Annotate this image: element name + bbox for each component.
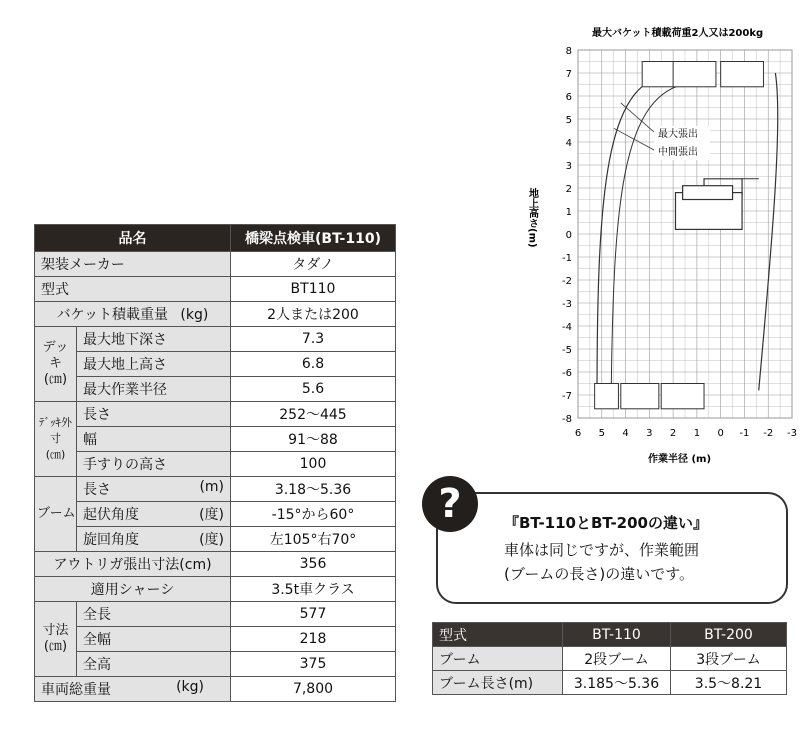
boom-row-value: -15°から60° <box>231 502 396 527</box>
boom-row-unit: (度) <box>199 507 224 523</box>
compare-header-cell: 型式 <box>433 623 563 647</box>
question-mark-icon: ? <box>422 476 478 532</box>
compare-row-label: ブーム長さ(m) <box>433 671 563 695</box>
boom-row-value: 左105°右70° <box>231 527 396 552</box>
deck-group-label: デッキ (㎝) <box>35 327 77 402</box>
y-tick-label: 1 <box>565 207 572 218</box>
legend-leader-mid <box>614 128 654 150</box>
decksize-group-label: ﾃﾞｯｷ外寸 (㎝) <box>35 402 77 477</box>
spec-row-decksize-3 <box>35 452 396 477</box>
chassis-value: 3.5t車クラス <box>231 577 396 602</box>
x-tick-label: 3 <box>646 428 653 439</box>
callout-line-1: 車体は同じですが、作業範囲 <box>504 541 700 559</box>
bucket-upper <box>642 62 675 87</box>
chassis-label: 適用シャーシ <box>35 577 231 602</box>
dim-row-value: 577 <box>231 602 396 627</box>
dim-row-label: 全幅 <box>77 627 231 652</box>
outrigger-value: 356 <box>231 552 396 577</box>
boom-row-label: 旋回角度 <box>83 532 139 548</box>
deck-row-label: 最大地上高さ <box>77 352 231 377</box>
dim-row-value: 218 <box>231 627 396 652</box>
boom-group-label: ブーム <box>35 477 77 552</box>
y-tick-label: -6 <box>562 368 572 379</box>
spec-row-deck-3 <box>35 377 396 402</box>
decksize-row-value: 91～88 <box>231 427 396 452</box>
decksize-row-value: 252～445 <box>231 402 396 427</box>
spec-row-decksize-2 <box>35 427 396 452</box>
decksize-row-label: 長さ <box>77 402 231 427</box>
y-tick-labels <box>562 46 572 425</box>
spec-row-weight <box>35 677 396 702</box>
maker-value: タダノ <box>231 252 396 277</box>
maker-label: 架装メーカー <box>35 252 231 277</box>
envelope-max-curve <box>597 75 668 395</box>
spec-row-outrigger <box>35 552 396 577</box>
callout-title: 『BT-110とBT-200の違い』 <box>504 514 708 532</box>
x-tick-labels <box>575 428 797 439</box>
x-tick-label: 0 <box>717 428 724 439</box>
bucket-label-cell <box>35 302 231 327</box>
y-tick-label: 6 <box>565 92 572 103</box>
y-tick-label: -1 <box>562 253 572 264</box>
chart-x-label: 作業半径 (m) <box>648 454 712 465</box>
x-tick-label: 6 <box>574 428 582 439</box>
spec-row-model <box>35 277 396 302</box>
x-tick-label: 5 <box>598 428 605 439</box>
spec-row-bucket <box>35 302 396 327</box>
bucket-upper <box>673 62 716 87</box>
bucket-lower <box>621 384 659 409</box>
boom-row-unit: (m) <box>199 479 224 495</box>
compare-row-label: ブーム <box>433 647 563 671</box>
range-envelope <box>595 62 778 409</box>
y-tick-label: 7 <box>565 69 572 80</box>
spec-row-deck-1 <box>35 327 396 352</box>
outrigger-label: アウトリガ張出寸法(cm) <box>35 552 231 577</box>
legend-max-label: 最大張出 <box>658 129 698 140</box>
boom-row-label: 長さ <box>83 482 111 498</box>
compare-header-cell: BT-200 <box>671 623 787 647</box>
y-tick-label: 4 <box>565 138 572 149</box>
y-tick-label: -8 <box>562 414 572 425</box>
chart-top-label: 最大バケット積載荷重2人又は200kg <box>592 28 764 39</box>
bucket-value: 2人または200 <box>231 302 396 327</box>
compare-header-cell: BT-110 <box>563 623 671 647</box>
legend-mid-label: 中間張出 <box>658 147 698 158</box>
spec-row-boom-1 <box>35 477 396 502</box>
decksize-row-label: 手すりの高さ <box>77 452 231 477</box>
boom-row-label-cell <box>77 502 231 527</box>
weight-unit: (kg) <box>176 679 204 695</box>
model-label: 型式 <box>35 277 231 302</box>
callout-line-2: (ブームの長さ)の違いです。 <box>504 565 695 583</box>
dim-group-label: 寸法 (㎝) <box>35 602 77 677</box>
deck-row-value: 7.3 <box>231 327 396 352</box>
spec-row-maker <box>35 252 396 277</box>
spec-row-chassis <box>35 577 396 602</box>
y-tick-label: 8 <box>565 46 572 57</box>
decksize-row-label: 幅 <box>77 427 231 452</box>
compare-table <box>432 622 787 695</box>
chart-grid <box>578 50 792 418</box>
compare-header-row <box>433 623 787 647</box>
bucket-label: バケット積載重量 <box>56 307 168 323</box>
working-range-chart <box>526 20 804 470</box>
spec-header-value: 橋梁点検車(BT-110) <box>231 225 396 252</box>
y-tick-label: -4 <box>562 322 572 333</box>
spec-row-deck-2 <box>35 352 396 377</box>
bucket-lower <box>661 384 704 409</box>
bucket-lower <box>595 384 619 409</box>
boom-row-label-cell <box>77 477 231 502</box>
y-tick-label: 3 <box>565 161 572 172</box>
compare-cell: 3段ブーム <box>671 647 787 671</box>
x-tick-label: -2 <box>763 428 774 439</box>
boom-row-label: 起伏角度 <box>83 507 139 523</box>
x-tick-label: -1 <box>739 428 750 439</box>
dim-row-label: 全高 <box>77 652 231 677</box>
deck-row-value: 5.6 <box>231 377 396 402</box>
model-value: BT110 <box>231 277 396 302</box>
compare-cell: 3.5～8.21 <box>671 671 787 695</box>
y-tick-label: 0 <box>565 230 572 241</box>
x-tick-label: 4 <box>622 428 629 439</box>
spec-row-dim-1 <box>35 602 396 627</box>
compare-cell: 2段ブーム <box>563 647 671 671</box>
x-tick-label: 1 <box>693 428 701 439</box>
y-tick-label: 2 <box>565 184 572 195</box>
compare-row <box>433 671 787 695</box>
chart-y-label: 地上高さ(m) <box>526 188 538 248</box>
boom-row-unit: (度) <box>199 532 224 548</box>
dim-row-label: 全長 <box>77 602 231 627</box>
spec-row-dim-3 <box>35 652 396 677</box>
weight-value: 7,800 <box>231 677 396 702</box>
decksize-row-value: 100 <box>231 452 396 477</box>
difference-callout <box>436 492 788 604</box>
working-range-svg <box>526 20 804 470</box>
y-tick-label: -7 <box>562 391 572 402</box>
spec-row-boom-2 <box>35 502 396 527</box>
spec-header-row <box>35 225 396 252</box>
bucket-upper <box>721 62 764 87</box>
boom-row-value: 3.18～5.36 <box>231 477 396 502</box>
weight-label-cell <box>35 677 231 702</box>
compare-row <box>433 647 787 671</box>
deck-row-label: 最大作業半径 <box>77 377 231 402</box>
deck-row-label: 最大地下深さ <box>77 327 231 352</box>
spec-row-decksize-1 <box>35 402 396 427</box>
y-tick-label: -3 <box>562 299 572 310</box>
y-tick-label: -2 <box>562 276 572 287</box>
truck-turntable <box>683 186 733 200</box>
spec-row-dim-2 <box>35 627 396 652</box>
spec-header-label: 品名 <box>35 225 231 252</box>
boom-row-label-cell <box>77 527 231 552</box>
callout-body <box>504 538 699 586</box>
compare-cell: 3.185～5.36 <box>563 671 671 695</box>
bucket-unit: (kg) <box>180 307 209 323</box>
spec-row-boom-3 <box>35 527 396 552</box>
dim-row-value: 375 <box>231 652 396 677</box>
y-tick-label: 5 <box>565 115 572 126</box>
deck-row-value: 6.8 <box>231 352 396 377</box>
weight-label: 車両総重量 <box>41 682 111 698</box>
spec-table <box>34 224 396 702</box>
x-tick-label: 2 <box>669 428 677 439</box>
y-tick-label: -5 <box>562 345 572 356</box>
x-tick-label: -3 <box>787 428 797 439</box>
